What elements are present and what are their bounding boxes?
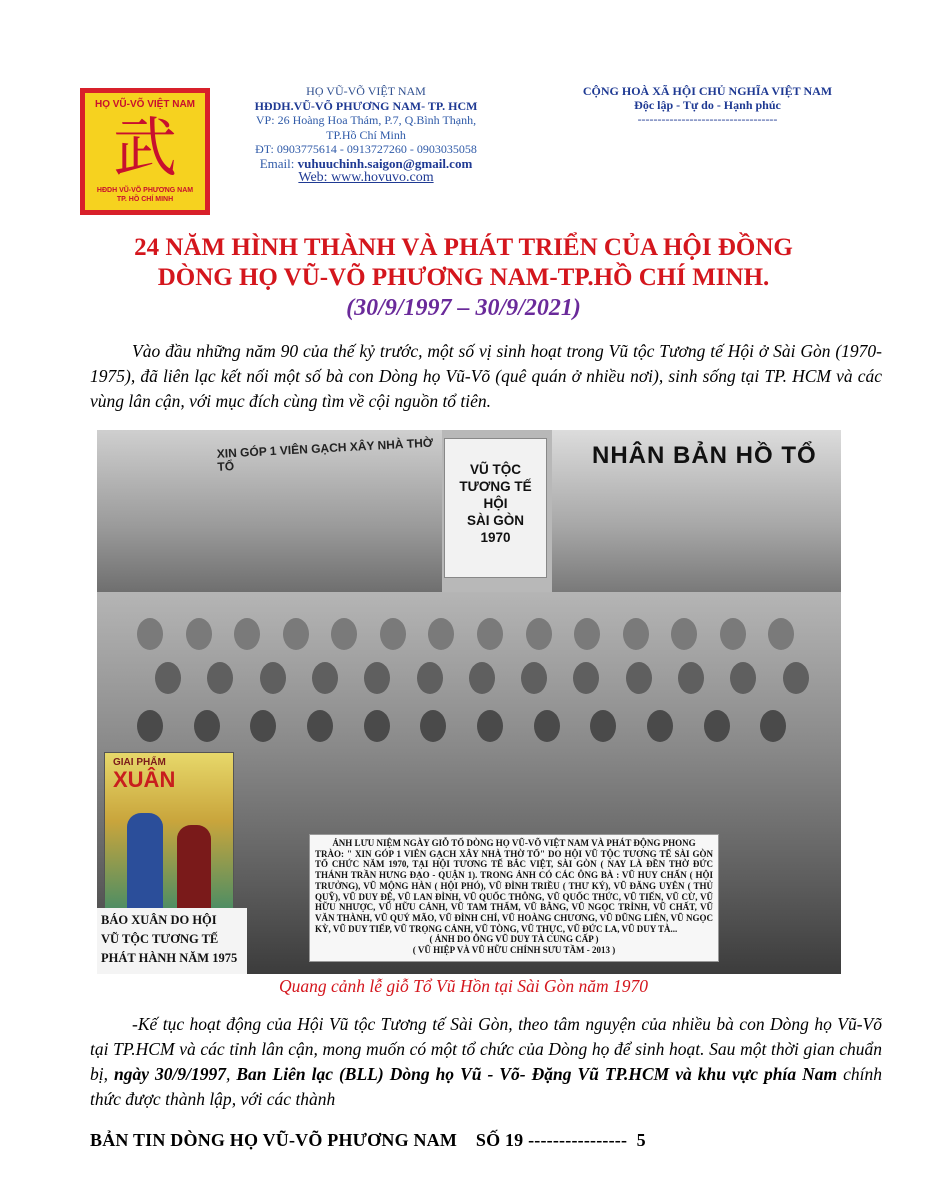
person-head [417,662,443,694]
photo-top-right [552,430,841,605]
person-head [364,662,390,694]
person-head [521,662,547,694]
republic-header [555,84,860,126]
person-head [469,662,495,694]
cover-figure-left [127,813,163,913]
org-branch: HĐDH.VŨ-VÕ PHƯƠNG NAM- TP. HCM [254,98,478,113]
para-text: -Kế tục hoạt động của Hội Vũ tộc Tương tế Sài Gòn, theo tâm nguyện của nhiều bà con Dòng họ Vũ-Võ tại TP.HCM và các tỉnh lân cận, mong muốn có một tổ chức của Dòng họ để sinh hoạt. Sau một thời gian chuẩn bị, [90,1014,882,1084]
title-line-1: 24 NĂM HÌNH THÀNH VÀ PHÁT TRIỂN CỦA HỘI ĐỒNG [134,234,793,261]
cover-caption-line: BÁO XUÂN DO HỘI [101,913,217,927]
person-head [768,618,794,650]
person-head [137,618,163,650]
note-credit-2: ( VŨ HIỆP VÀ VŨ HỮU CHÍNH SƯU TẦM - 2013 ) [412,945,616,956]
label-line: HỘI [483,496,508,511]
org-web-link[interactable]: Web: www.hovuvo.com [298,170,434,185]
logo-glyph: 武 [113,112,177,186]
person-head [730,662,756,694]
person-head [477,710,503,742]
photo-caption: Quang cảnh lễ giỗ Tổ Vũ Hồn tại Sài Gòn năm 1970 [279,976,648,996]
label-line: VŨ TỘC [469,462,521,477]
person-head [331,618,357,650]
org-email-link[interactable]: vuhuuchinh.saigon@gmail.com [297,155,473,171]
logo-bottom-line2: TP. HỒ CHÍ MINH [116,196,174,203]
republic-name: CỘNG HOÀ XÃ HỘI CHỦ NGHĨA VIỆT NAM [582,84,833,98]
person-head [307,710,333,742]
photo-top-left [97,430,442,592]
person-head [626,662,652,694]
para-text: , [225,1064,237,1084]
person-head [783,662,809,694]
person-head [573,662,599,694]
person-head [137,710,163,742]
person-head [186,618,212,650]
logo-bottom-text [85,186,205,204]
person-head [364,710,390,742]
person-head [428,618,454,650]
person-head [760,710,786,742]
person-head [250,710,276,742]
para-text: , với các thành [231,1089,336,1109]
person-head [260,662,286,694]
republic-divider: ----------------------------------- [637,112,778,126]
note-body: TRÀO: " XIN GÓP 1 VIÊN GẠCH XÂY NHÀ THỜ TỔ" DO HỘI VŨ TỘC TƯƠNG TẾ SÀI GÒN TỔ CHỨC NĂM 1970, TẠI HỘI TƯƠNG TẾ BẮC VIỆT, SÀI GÒN ( NAY LÀ ĐỀN THỜ ĐỨC THÁNH TRẦN HƯNG ĐẠO - QUẬN 1). TRONG ẢNH CÓ CÁC ÔNG BÀ : VŨ HUY CHẤN ( HỘI TRƯỞNG), VŨ MỘNG HÀN ( HỘI PHÓ), VŨ ĐÌNH TRIỀU ( THƯ KÝ), VŨ ĐĂNG UYÊN ( THỦ QUỸ), VŨ DUY ĐỆ, VŨ LAN ĐÌNH, VŨ QUỐC THÔNG, VŨ QUỐC THỨC, VŨ TIẾN, VŨ CỪ, VŨ HỮU NHƯỢC, VŨ HỮU CẢNH, VŨ TAM THẨM, VŨ BẰNG, VŨ NGỌC TRÌNH, VŨ CHẤT, VŨ VĂN THÀNH, VŨ QUÝ MÃO, VŨ ĐÌNH CHÍ, VŨ HOÀNG CHƯƠNG, VŨ DŨNG LIÊN, VŨ NGỌC KỲ, VŨ DUY TIẾP, VŨ TRỌNG CẢNH, VŨ TÒNG, VŨ THỰC, VŨ ĐỨC LA, VŨ DUY TÀ... [315,848,713,934]
org-name: HỌ VŨ-VÕ VIỆT NAM [306,84,426,98]
person-head [283,618,309,650]
label-line: TƯƠNG TẾ [459,479,532,494]
body-paragraph [90,1012,882,1112]
intro-paragraph: Vào đầu những năm 90 của thế kỷ trước, một số vị sinh hoạt trong Vũ tộc Tương tế Hội ở Sài Gòn (1970-1975), đã liên lạc kết nối một số bà con Dòng họ Vũ-Võ (quê quán ở nhiều nơi), sinh sống tại TP. HCM và các vùng lân cận, với mục đích cùng tìm về cội nguồn tổ tiên. [90,341,882,411]
person-head [534,710,560,742]
historical-photo-collage [97,430,841,974]
label-line: 1970 [480,530,511,545]
cover-small-text: GIAI PHẨM [113,757,166,768]
org-phone: ĐT: 0903775614 - 0913727260 - 0903035058 [255,142,477,156]
republic-motto: Độc lập - Tự do - Hạnh phúc [634,98,781,112]
logo [80,88,210,215]
cover-caption-line: VŨ TỘC TƯƠNG TẾ [101,932,219,946]
logo-top-text: HỌ VŨ-VÕ VIỆT NAM [94,99,195,110]
photo-label-card [444,438,547,578]
org-address-2: TP.Hồ Chí Minh [326,127,406,142]
title-dates: (30/9/1997 – 30/9/2021) [346,295,581,321]
para-bold-date: ngày 30/9/1997 [114,1064,226,1084]
person-head [207,662,233,694]
photo-note [309,834,719,962]
org-email-label: Email: [259,155,298,171]
para-text: chính thức được thành lập [90,1064,882,1109]
person-head [234,618,260,650]
person-head [647,710,673,742]
cover-caption-line: PHÁT HÀNH NĂM 1975 [101,951,238,965]
person-head [194,710,220,742]
cover-figure-right [177,825,211,913]
label-line: SÀI GÒN [466,513,524,528]
photo-banner-right: NHÂN BẢN HỒ TỔ [592,442,817,469]
person-head [623,618,649,650]
person-head [380,618,406,650]
para-bold-org: Ban Liên lạc (BLL) Dòng họ Vũ - Võ- Đặng Vũ TP.HCM và khu vực phía Nam [236,1064,838,1084]
org-address-1: VP: 26 Hoàng Hoa Thám, P.7, Q.Bình Thạnh, [255,113,477,127]
note-title: ẢNH LƯU NIỆM NGÀY GIỖ TỔ DÒNG HỌ VŨ-VÕ VIỆT NAM VÀ PHÁT ĐỘNG PHONG [332,838,696,848]
cover-title: XUÂN [113,767,176,792]
person-head [678,662,704,694]
logo-bottom-line1: HĐDH VŨ-VÕ PHƯƠNG NAM [96,187,194,194]
person-head [155,662,181,694]
person-head [574,618,600,650]
person-head [312,662,338,694]
org-email-line [230,157,502,172]
person-head [420,710,446,742]
magazine-cover [104,752,234,924]
person-head [526,618,552,650]
person-head [704,710,730,742]
title-line-2: DÒNG HỌ VŨ-VÕ PHƯƠNG NAM-TP.HỒ CHÍ MINH. [157,264,770,291]
org-header [230,84,502,186]
person-head [720,618,746,650]
person-head [477,618,503,650]
note-credit-1: ( ẢNH DO ÔNG VŨ DUY TÀ CUNG CẤP ) [429,934,599,945]
person-head [671,618,697,650]
photo-banner-left: XIN GÓP 1 VIÊN GẠCH XÂY NHÀ THỜ TỔ [216,435,434,474]
person-head [590,710,616,742]
cover-caption [97,908,247,974]
page-footer: BẢN TIN DÒNG HỌ VŨ-VÕ PHƯƠNG NAM SỐ 19 ---------------- 5 [90,1130,646,1150]
